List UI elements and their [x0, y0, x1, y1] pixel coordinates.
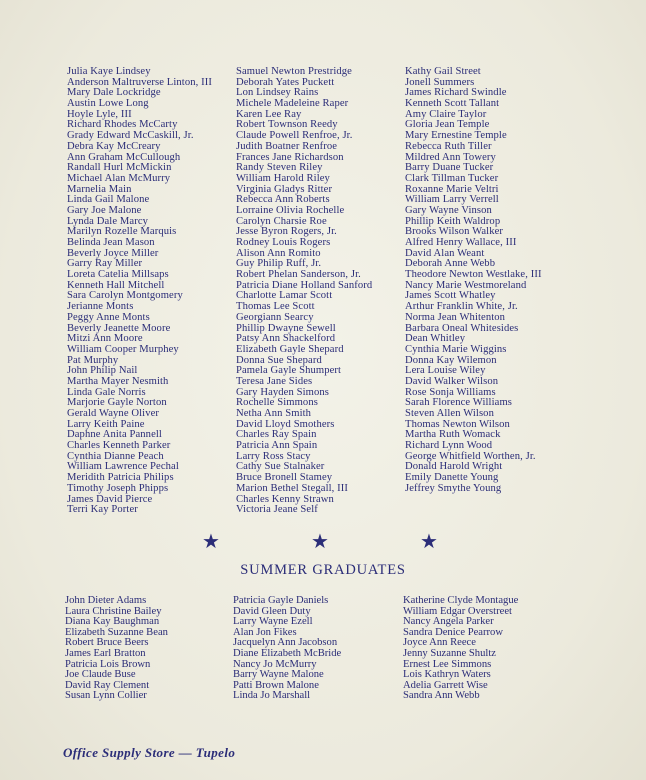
graduate-name: Randall Hurl McMickin [67, 162, 172, 174]
graduate-name: Larry Wayne Ezell [233, 616, 313, 628]
graduate-name: Patricia Lois Brown [65, 658, 151, 670]
graduate-name: Adelia Garrett Wise [403, 679, 488, 691]
graduate-name: Arthur Franklin White, Jr. [405, 301, 518, 313]
graduate-name: Patricia Diane Holland Sanford [236, 279, 373, 291]
graduate-name: Pat Murphy [67, 354, 119, 366]
graduate-name: Georgiann Searcy [236, 311, 314, 323]
graduate-name: Phillip Dwayne Sewell [236, 322, 336, 334]
graduate-name: Virginia Gladys Ritter [236, 183, 333, 195]
graduate-name: Elizabeth Suzanne Bean [65, 626, 168, 638]
graduate-name: Lois Kathryn Waters [403, 669, 491, 681]
graduate-name: Robert Bruce Beers [65, 637, 149, 649]
graduate-name: Kenneth Hall Mitchell [67, 279, 165, 291]
graduate-name: Amy Claire Taylor [405, 108, 487, 120]
graduate-name: Sarah Florence Williams [405, 397, 513, 409]
graduate-name: Barry Wayne Malone [233, 669, 324, 681]
graduate-name: David Ray Clement [65, 679, 150, 691]
graduate-name: Terri Kay Porter [67, 504, 138, 516]
graduate-name: Grady Edward McCaskill, Jr. [67, 130, 194, 142]
graduate-name: William Harold Riley [236, 172, 330, 184]
graduate-name: David Gleen Duty [233, 605, 311, 617]
graduate-name: Loreta Catelia Millsaps [67, 269, 169, 281]
graduate-name: James David Pierce [67, 493, 153, 505]
graduates-column-3 [405, 67, 542, 495]
graduate-name: Claude Powell Renfroe, Jr. [236, 130, 353, 142]
graduate-name: Kathy Gail Street [405, 66, 481, 77]
graduate-name: Daphne Anita Pannell [67, 429, 162, 441]
graduate-name: John Dieter Adams [65, 595, 147, 606]
graduate-name: Larry Keith Paine [67, 418, 145, 430]
graduate-name: Netha Ann Smith [236, 408, 312, 419]
graduate-name: Meridith Patricia Philips [67, 472, 174, 484]
graduate-name: Gary Hayden Simons [236, 386, 330, 398]
graduate-name: Charles Kenny Strawn [236, 493, 334, 505]
graduate-name: Kenneth Scott Tallant [405, 98, 500, 110]
graduate-name: Jerianne Monts [67, 301, 134, 313]
graduate-name: Ernest Lee Simmons [403, 658, 492, 670]
graduate-name: James Scott Whatley [405, 290, 496, 302]
graduate-name: Cynthia Dianne Peach [67, 450, 164, 462]
graduate-name: Charles Ray Spain [236, 429, 317, 441]
graduate-name: Sara Carolyn Montgomery [67, 290, 183, 302]
graduate-name: Brooks Wilson Walker [405, 226, 504, 238]
graduate-name: James Earl Bratton [65, 647, 146, 659]
graduate-name: Frances Jane Richardson [236, 151, 344, 163]
graduate-name: Samuel Newton Prestridge [236, 66, 352, 77]
graduate-name: William Lawrence Pechal [67, 461, 179, 473]
graduate-name: Alison Ann Romito [236, 247, 321, 259]
graduate-name: Linda Gail Malone [67, 194, 150, 206]
graduate-name: Lynda Dale Marcy [67, 215, 149, 227]
graduate-name: Sandra Ann Webb [403, 690, 480, 702]
graduate-name: Phillip Keith Waldrop [405, 215, 501, 227]
graduate-name: Pamela Gayle Shumpert [236, 365, 342, 377]
graduate-name: Jeffrey Smythe Young [405, 482, 502, 494]
graduate-name: Thomas Newton Wilson [405, 418, 510, 430]
graduate-name: Charlotte Lamar Scott [236, 290, 333, 302]
graduate-name: Robert Townson Reedy [236, 119, 338, 131]
graduate-name: Timothy Joseph Phipps [67, 482, 169, 494]
graduate-name: Alan Jon Fikes [233, 626, 297, 638]
summer-column-3 [403, 596, 518, 702]
graduate-name: David Alan Weant [405, 247, 485, 259]
graduate-name: John Philip Nail [67, 365, 138, 377]
graduate-name: Susan Lynn Collier [65, 690, 147, 702]
graduate-name: Cynthia Marie Wiggins [405, 343, 507, 355]
graduate-name: David Lloyd Smothers [236, 418, 335, 430]
graduate-name: Steven Allen Wilson [405, 408, 494, 419]
graduate-name: Larry Ross Stacy [236, 450, 311, 462]
graduate-name: Barry Duane Tucker [405, 162, 494, 174]
graduate-name: Austin Lowe Long [67, 98, 149, 110]
graduate-name: Beverly Jeanette Moore [67, 322, 171, 334]
star-icon: ★ [311, 531, 329, 553]
graduate-name: Deborah Yates Puckett [236, 76, 335, 88]
graduate-name: Anderson Maltruverse Linton, III [67, 76, 212, 88]
graduate-name: Laura Christine Bailey [65, 605, 162, 617]
graduate-name: Marilyn Rozelle Marquis [67, 226, 177, 238]
graduate-name: Peggy Anne Monts [67, 311, 150, 323]
star-icon: ★ [202, 531, 220, 553]
graduate-name: Carolyn Charsie Roe [236, 215, 327, 227]
graduate-name: Donna Kay Wilemon [405, 354, 497, 366]
graduate-name: Rodney Louis Rogers [236, 237, 331, 248]
graduate-name: Patricia Gayle Daniels [233, 595, 329, 606]
graduate-name: Richard Rhodes McCarty [67, 119, 178, 131]
graduate-name: Lera Louise Wiley [405, 365, 486, 377]
graduate-name: Gloria Jean Temple [405, 119, 490, 131]
summer-column-1 [65, 596, 168, 702]
graduates-column-2 [236, 67, 372, 516]
graduate-name: Rochelle Simmons [236, 397, 318, 409]
graduate-name: Katherine Clyde Montague [403, 595, 519, 606]
graduate-name: Marjorie Gayle Norton [67, 397, 167, 409]
graduate-name: Bruce Bronell Stamey [236, 472, 333, 484]
graduate-name: Donna Sue Shepard [236, 354, 322, 366]
graduate-name: Beverly Joyce Miller [67, 247, 159, 259]
graduate-name: Rebecca Ann Roberts [236, 194, 330, 206]
graduate-name: James Richard Swindle [405, 87, 507, 99]
graduate-name: Roxanne Marie Veltri [405, 183, 499, 195]
graduate-name: Randy Steven Riley [236, 162, 323, 174]
graduate-name: Teresa Jane Sides [236, 375, 313, 387]
graduate-name: Diane Elizabeth McBride [233, 647, 342, 659]
graduate-name: Charles Kenneth Parker [67, 440, 171, 452]
graduate-name: Elizabeth Gayle Shepard [236, 343, 344, 355]
graduate-name: Michael Alan McMurry [67, 172, 171, 184]
graduate-name: Gary Joe Malone [67, 204, 142, 216]
graduate-name: Garry Ray Miller [67, 258, 143, 270]
graduate-name: Theodore Newton Westlake, III [405, 269, 542, 281]
graduate-name: William Edgar Overstreet [403, 605, 512, 617]
graduate-name: Marion Bethel Stegall, III [236, 482, 349, 494]
graduate-name: Cathy Sue Stalnaker [236, 461, 325, 473]
graduate-name: Jonell Summers [405, 76, 475, 88]
summer-graduates-heading: SUMMER GRADUATES [240, 562, 406, 578]
graduate-name: Diana Kay Baughman [65, 616, 160, 628]
graduate-name: Patsy Ann Shackelford [236, 333, 336, 345]
graduate-name: Michele Madeleine Raper [236, 98, 349, 110]
graduate-name: Clark Tillman Tucker [405, 172, 499, 184]
graduate-name: Judith Boatner Renfroe [236, 140, 338, 152]
graduate-name: Marnelia Main [67, 183, 132, 195]
graduate-name: Robert Phelan Sanderson, Jr. [236, 269, 361, 281]
graduate-name: Mitzi Ann Moore [67, 333, 143, 345]
summer-column-2 [233, 596, 341, 702]
graduate-name: Gary Wayne Vinson [405, 204, 492, 216]
graduate-name: Dean Whitley [405, 333, 466, 345]
graduate-name: Rebecca Ruth Tiller [405, 140, 492, 152]
graduate-name: Jacquelyn Ann Jacobson [233, 637, 338, 649]
graduate-name: Hoyle Lyle, III [67, 108, 132, 120]
footer-printer-credit: Office Supply Store — Tupelo [63, 745, 236, 760]
graduate-name: Donald Harold Wright [405, 461, 503, 473]
graduates-column-1 [67, 67, 212, 516]
graduate-name: Mary Dale Lockridge [67, 87, 161, 99]
graduate-name: Lorraine Olivia Rochelle [236, 204, 345, 216]
graduate-name: Patricia Ann Spain [236, 440, 318, 452]
graduate-name: Jenny Suzanne Shultz [403, 647, 496, 659]
graduate-name: William Cooper Murphey [67, 343, 179, 355]
graduate-name: Thomas Lee Scott [236, 301, 315, 313]
graduate-name: Martha Mayer Nesmith [67, 375, 169, 387]
graduate-name: Joe Claude Buse [65, 669, 136, 681]
graduate-name: Debra Kay McCreary [67, 140, 161, 152]
graduate-name: Linda Jo Marshall [233, 690, 311, 702]
graduate-name: Julia Kaye Lindsey [67, 66, 151, 77]
graduate-name: Nancy Jo McMurry [233, 658, 317, 670]
graduate-name: Jesse Byron Rogers, Jr. [236, 226, 337, 238]
graduate-name: Ann Graham McCullough [67, 151, 181, 163]
graduate-name: Linda Gale Norris [67, 386, 146, 398]
graduate-name: Deborah Anne Webb [405, 258, 496, 270]
graduate-name: Victoria Jeane Self [236, 504, 318, 516]
graduate-name: Barbara Oneal Whitesides [405, 322, 519, 334]
graduate-name: Mildred Ann Towery [405, 151, 496, 163]
graduate-name: Guy Philip Ruff, Jr. [236, 258, 322, 270]
graduate-name: Rose Sonja Williams [405, 386, 496, 398]
graduate-name: Lon Lindsey Rains [236, 87, 319, 99]
graduate-name: David Walker Wilson [405, 375, 499, 387]
graduate-name: Gerald Wayne Oliver [67, 408, 160, 419]
graduate-name: Mary Ernestine Temple [405, 130, 507, 142]
graduate-name: Belinda Jean Mason [67, 237, 155, 248]
graduate-name: George Whitfield Worthen, Jr. [405, 450, 536, 462]
star-divider [0, 532, 646, 554]
graduate-name: Joyce Ann Reece [403, 637, 476, 649]
graduate-name: Nancy Angela Parker [403, 616, 494, 628]
graduate-name: Richard Lynn Wood [405, 440, 493, 452]
graduate-name: Martha Ruth Womack [405, 429, 501, 441]
graduate-name: William Larry Verrell [405, 194, 499, 206]
graduate-name: Patti Brown Malone [233, 679, 319, 691]
graduate-name: Alfred Henry Wallace, III [405, 237, 517, 248]
graduate-name: Nancy Marie Westmoreland [405, 279, 527, 291]
star-icon: ★ [420, 531, 438, 553]
graduate-name: Norma Jean Whitenton [405, 311, 506, 323]
graduate-name: Emily Danette Young [405, 472, 499, 484]
graduate-name: Sandra Denice Pearrow [403, 626, 504, 638]
graduate-name: Karen Lee Ray [236, 108, 302, 120]
